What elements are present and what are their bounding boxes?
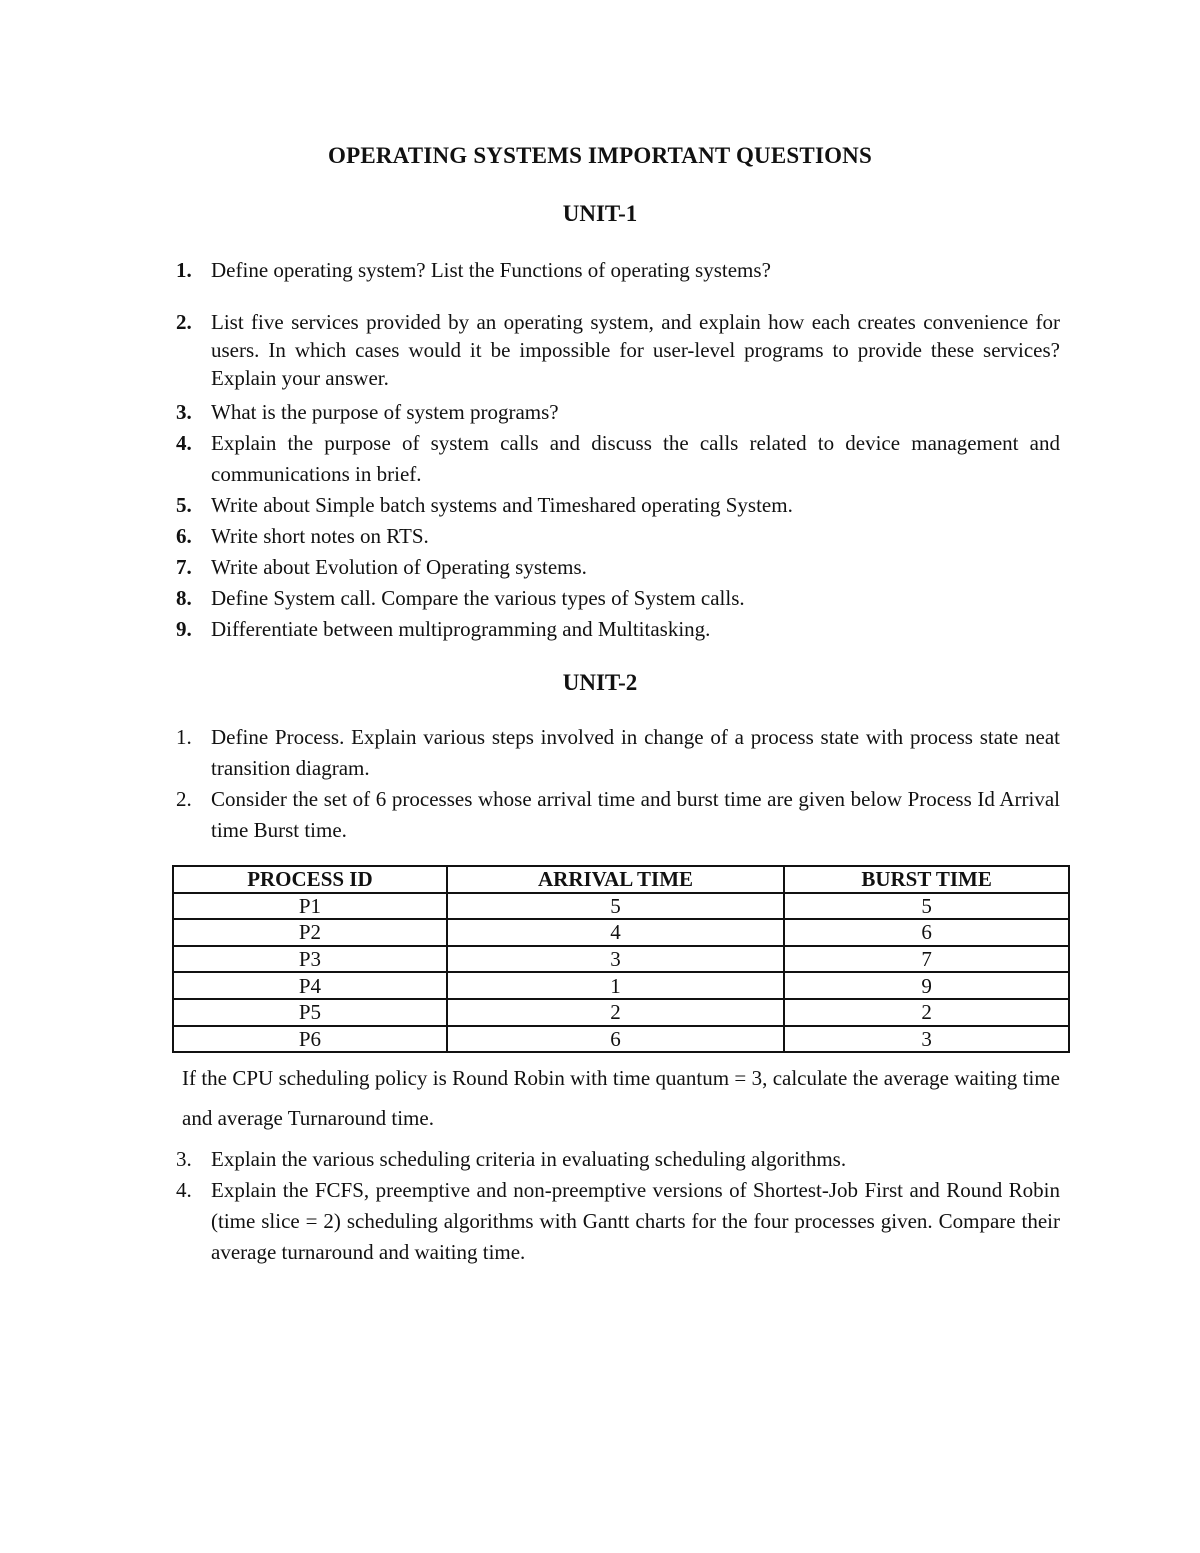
cell-process-id: P5: [173, 999, 447, 1026]
question-text: Define System call. Compare the various types of System calls.: [211, 586, 745, 610]
question-number: 2.: [176, 787, 192, 811]
table-row: [173, 919, 1069, 946]
question-item: [172, 784, 1060, 846]
cell-process-id: P3: [173, 946, 447, 973]
unit-1-heading: UNIT-1: [562, 201, 638, 226]
cell-burst-time: 2: [784, 999, 1069, 1026]
question-text: Differentiate between multiprogramming and Multitasking.: [211, 617, 711, 641]
question-number: 3.: [176, 1147, 192, 1171]
cell-burst-time: 7: [784, 946, 1069, 973]
question-text: Explain the purpose of system calls and discuss the calls related to device management and communications in brief.: [211, 431, 1060, 486]
cell-burst-time: 6: [784, 919, 1069, 946]
unit-2-heading: UNIT-2: [562, 670, 638, 695]
column-header-arrival-time: ARRIVAL TIME: [447, 866, 784, 893]
cell-arrival-time: 4: [447, 919, 784, 946]
cell-process-id: P4: [173, 972, 447, 999]
question-number: 4.: [176, 431, 192, 455]
question-item: [172, 552, 1060, 583]
question-item: [172, 722, 1060, 784]
cell-burst-time: 3: [784, 1026, 1069, 1053]
question-item: [172, 1144, 1060, 1175]
column-header-burst-time: BURST TIME: [784, 866, 1069, 893]
cell-process-id: P6: [173, 1026, 447, 1053]
question-item: [172, 308, 1060, 392]
question-number: 3.: [176, 400, 192, 424]
table-row: [173, 999, 1069, 1026]
question-number: 8.: [176, 586, 192, 610]
cell-arrival-time: 2: [447, 999, 784, 1026]
question-item: [172, 428, 1060, 490]
unit-2-question-list-b: [172, 1144, 1060, 1268]
question-number: 1.: [176, 258, 192, 282]
question-item: [172, 583, 1060, 614]
question-number: 6.: [176, 524, 192, 548]
question-item: [172, 490, 1060, 521]
cell-burst-time: 9: [784, 972, 1069, 999]
cell-process-id: P1: [173, 893, 447, 920]
unit-1-question-list: [172, 255, 1060, 645]
question-text: List five services provided by an operating system, and explain how each creates convenience for users. In which cases would it be impossible for user-level programs to provide these services? Explain your answer.: [211, 310, 1060, 390]
question-text: What is the purpose of system programs?: [211, 400, 559, 424]
question-text: Explain the FCFS, preemptive and non-preemptive versions of Shortest-Job First and Round Robin (time slice = 2) scheduling algorithms with Gantt charts for the four processes given. Compare their average turnaround and waiting time.: [211, 1178, 1060, 1264]
question-text: Write short notes on RTS.: [211, 524, 429, 548]
question-number: 1.: [176, 725, 192, 749]
cell-arrival-time: 3: [447, 946, 784, 973]
question-text: Define Process. Explain various steps involved in change of a process state with process state neat transition diagram.: [211, 725, 1060, 780]
question-text: Write about Evolution of Operating systems.: [211, 555, 587, 579]
table-row: [173, 946, 1069, 973]
column-header-process-id: PROCESS ID: [173, 866, 447, 893]
question-item: [172, 521, 1060, 552]
question-text: Define operating system? List the Functions of operating systems?: [211, 258, 771, 282]
table-row: [173, 1026, 1069, 1053]
process-table: [172, 865, 1070, 1053]
question-text: Write about Simple batch systems and Timeshared operating System.: [211, 493, 793, 517]
cell-burst-time: 5: [784, 893, 1069, 920]
question-number: 2.: [176, 310, 192, 334]
cell-arrival-time: 1: [447, 972, 784, 999]
document-title: OPERATING SYSTEMS IMPORTANT QUESTIONS: [327, 143, 872, 168]
question-text: Explain the various scheduling criteria in evaluating scheduling algorithms.: [211, 1147, 847, 1171]
table-row: [173, 972, 1069, 999]
question-item: [172, 397, 1060, 428]
question-item: [172, 614, 1060, 645]
unit-2-question-list-a: [172, 722, 1060, 846]
cell-arrival-time: 6: [447, 1026, 784, 1053]
question-number: 5.: [176, 493, 192, 517]
table-header-row: [173, 866, 1069, 893]
question-item: [172, 255, 1060, 286]
table-note: If the CPU scheduling policy is Round Robin with time quantum = 3, calculate the average waiting time and average Turnaround time.: [182, 1066, 1060, 1130]
cell-arrival-time: 5: [447, 893, 784, 920]
question-text: Consider the set of 6 processes whose arrival time and burst time are given below Process Id Arrival time Burst time.: [211, 787, 1060, 842]
question-number: 9.: [176, 617, 192, 641]
question-number: 4.: [176, 1178, 192, 1202]
table-row: [173, 893, 1069, 920]
question-item: [172, 1175, 1060, 1268]
question-number: 7.: [176, 555, 192, 579]
cell-process-id: P2: [173, 919, 447, 946]
